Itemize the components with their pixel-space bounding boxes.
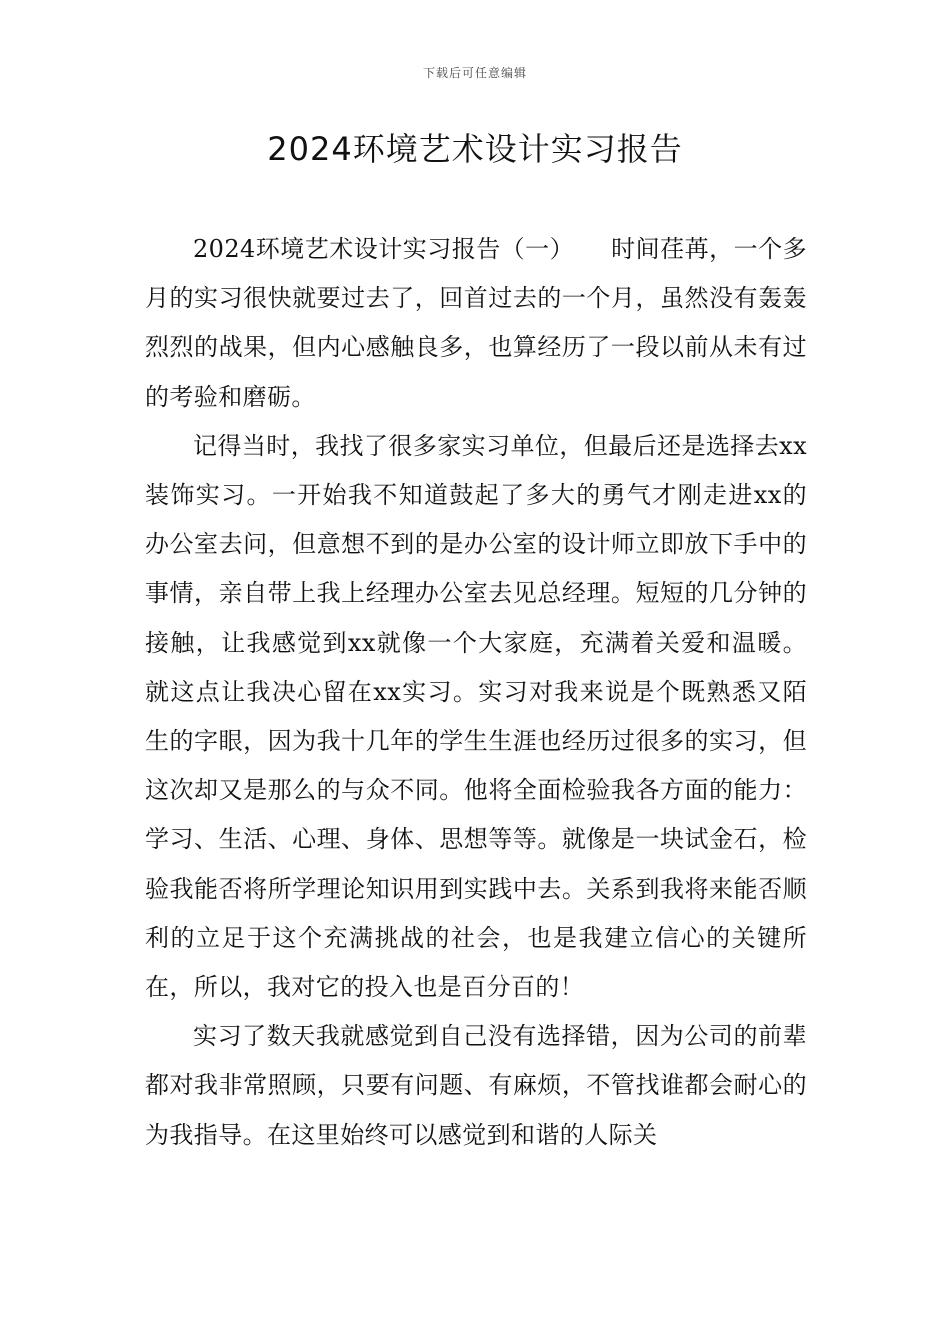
paragraph-3: 实习了数天我就感觉到自己没有选择错，因为公司的前辈都对我非常照顾，只要有问题、有麻烦，不管找谁都会耐心的为我指导。在这里始终可以感觉到和谐的人际关 <box>145 1022 807 1149</box>
document-title: 2024环境艺术设计实习报告 <box>267 130 683 168</box>
paragraph-2: 记得当时，我找了很多家实习单位，但最后还是选择去xx装饰实习。一开始我不知道鼓起了多大的勇气才刚走进xx的办公室去问，但意想不到的是办公室的设计师立即放下手中的事情，亲自带上我上经理办公室去见总经理。短短的几分钟的接触，让我感觉到xx就像一个大家庭，充满着关爱和温暖。就这点让我决心留在xx实习。实习对我来说是个既熟悉又陌生的字眼，因为我十几年的学生生涯也经历过很多的实习，但这次却又是那么的与众不同。他将全面检验我各方面的能力：学习、生活、心理、身体、思想等等。就像是一块试金石，检验我能否将所学理论知识用到实践中去。关系到我将来能否顺利的立足于这个充满挑战的社会，也是我建立信心的关键所在，所以，我对它的投入也是百分百的！ <box>145 431 807 1002</box>
document-body <box>145 225 807 1160</box>
header-note: 下载后可任意编辑 <box>422 66 527 80</box>
paragraph-1: 2024环境艺术设计实习报告（一） 时间荏苒，一个多月的实习很快就要过去了，回首过去的一个月，虽然没有轰轰烈烈的战果，但内心感触良多，也算经历了一段以前从未有过的考验和磨砺。 <box>145 235 807 411</box>
